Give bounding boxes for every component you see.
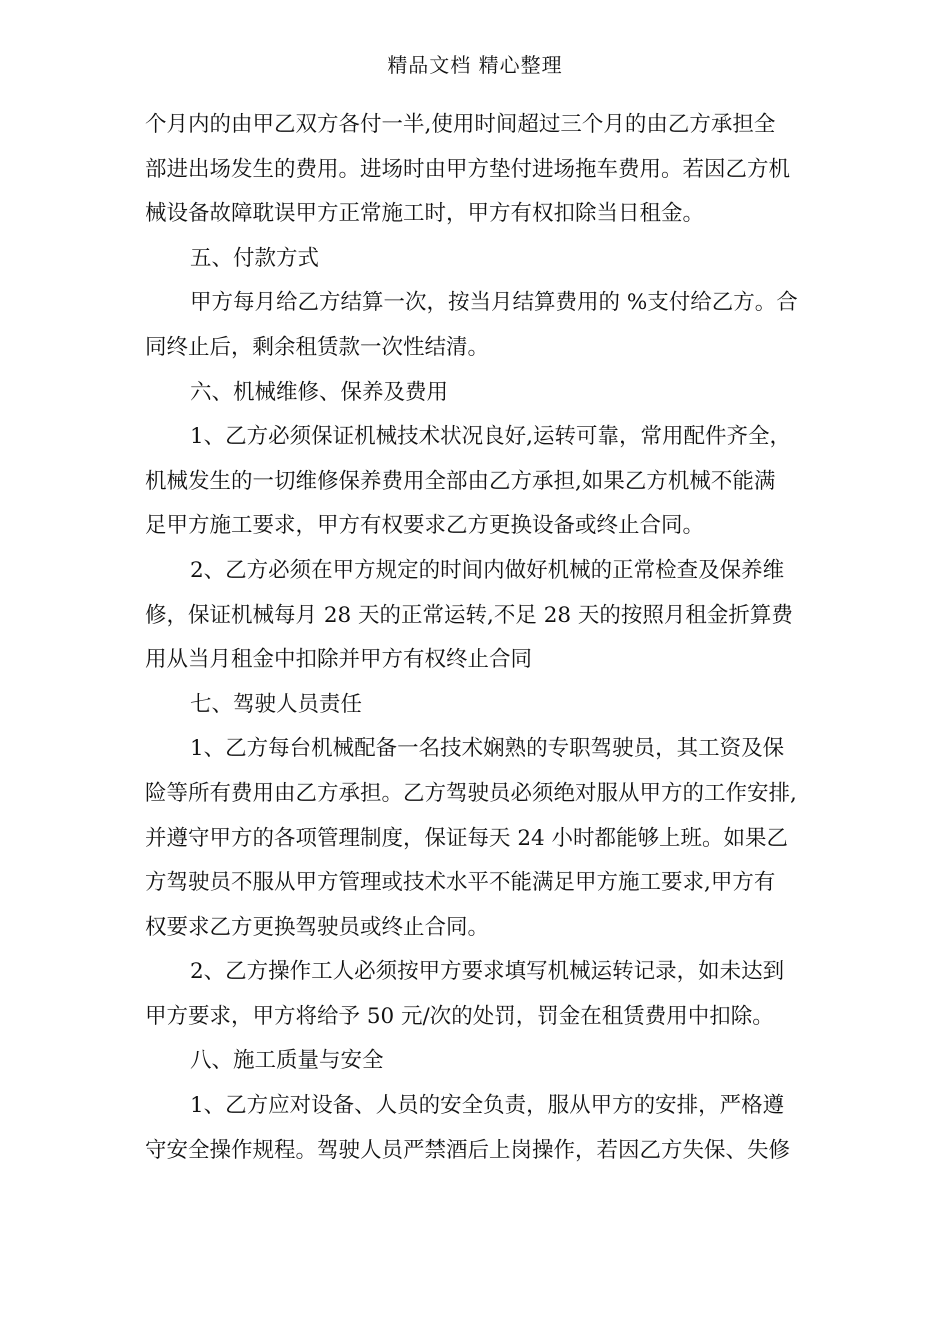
text-line: 械设备故障耽误甲方正常施工时，甲方有权扣除当日租金。	[145, 201, 705, 227]
text-line: 并遵守甲方的各项管理制度，保证每天 24 小时都能够上班。如果乙	[145, 825, 789, 851]
text-line: 六、机械维修、保养及费用	[190, 379, 449, 405]
text-line: 1、乙方每台机械配备一名技术娴熟的专职驾驶员，其工资及保	[190, 736, 785, 762]
document-body	[145, 103, 825, 1173]
text-line: 部进出场发生的费用。进场时由甲方垫付进场拖车费用。若因乙方机	[145, 156, 791, 182]
text-line: 1、乙方必须保证机械技术状况良好,运转可靠，常用配件齐全，	[190, 424, 792, 450]
text-line: 八、施工质量与安全	[190, 1048, 384, 1074]
text-line: 个月内的由甲乙双方各付一半,使用时间超过三个月的由乙方承担全	[145, 112, 776, 137]
text-line: 修，保证机械每月 28 天的正常运转,不足 28 天的按照月租金折算费	[145, 602, 793, 628]
text-line: 2、乙方操作工人必须按甲方要求填写机械运转记录，如未达到	[190, 959, 785, 985]
text-line: 用从当月租金中扣除并甲方有权终止合同	[145, 647, 533, 673]
text-line: 机械发生的一切维修保养费用全部由乙方承担,如果乙方机械不能满	[145, 468, 776, 494]
text-line: 守安全操作规程。驾驶人员严禁酒后上岗操作，若因乙方失保、失修	[145, 1137, 791, 1163]
text-line: 1、乙方应对设备、人员的安全负责，服从甲方的安排，严格遵	[190, 1093, 785, 1119]
text-line: 权要求乙方更换驾驶员或终止合同。	[145, 914, 490, 940]
text-line: 足甲方施工要求，甲方有权要求乙方更换设备或终止合同。	[145, 513, 705, 539]
text-line: 方驾驶员不服从甲方管理或技术水平不能满足甲方施工要求,甲方有	[145, 870, 776, 896]
text-line: 同终止后，剩余租赁款一次性结清。	[145, 334, 490, 360]
text-line: 2、乙方必须在甲方规定的时间内做好机械的正常检查及保养维	[190, 557, 785, 583]
page-header: 精品文档 精心整理	[387, 53, 563, 77]
text-line: 五、付款方式	[190, 245, 320, 271]
text-line: 险等所有费用由乙方承担。乙方驾驶员必须绝对服从甲方的工作安排,	[145, 780, 797, 806]
text-line: 甲方每月给乙方结算一次，按当月结算费用的 %支付给乙方。合	[190, 290, 798, 316]
text-line: 甲方要求，甲方将给予 50 元/次的处罚，罚金在租赁费用中扣除。	[145, 1003, 774, 1029]
text-line: 七、驾驶人员责任	[190, 691, 363, 717]
